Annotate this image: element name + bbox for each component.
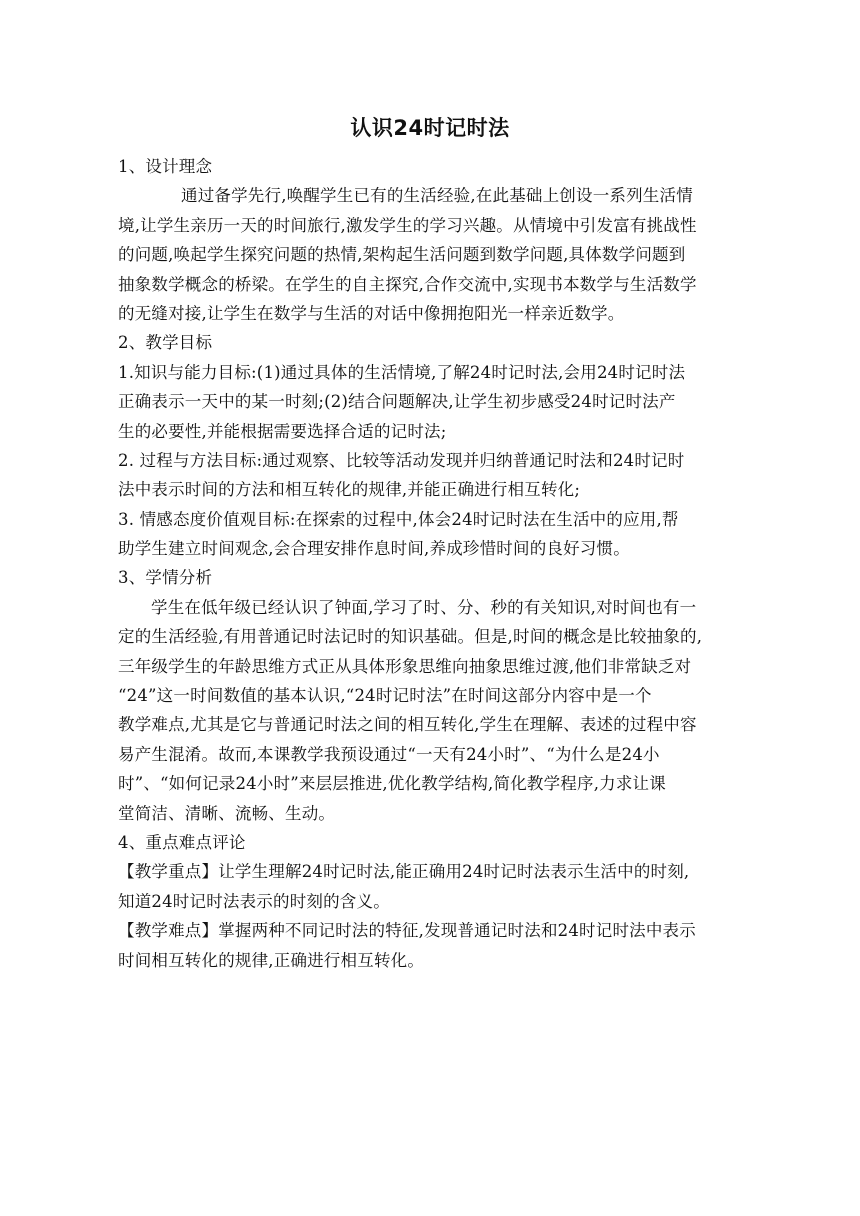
paragraph-line: 教学难点,尤其是它与普通记时法之间的相互转化,学生在理解、表述的过程中容 — [118, 715, 697, 735]
paragraph-line: 【教学难点】掌握两种不同记时法的特征,发现普通记时法和24时记时法中表示 — [118, 921, 696, 941]
paragraph-line: 生的必要性,并能根据需要选择合适的记时法; — [118, 421, 447, 441]
paragraph-line: 抽象数学概念的桥梁。在学生的自主探究,合作交流中,实现书本数学与生活数学 — [118, 274, 697, 294]
paragraph-line: “24”这一时间数值的基本认识,“24时记时法”在时间这部分内容中是一个 — [118, 686, 652, 706]
paragraph-line: 境,让学生亲历一天的时间旅行,激发学生的学习兴趣。从情境中引发富有挑战性 — [118, 215, 697, 235]
paragraph-line: 三年级学生的年龄思维方式正从具体形象思维向抽象思维过渡,他们非常缺乏对 — [118, 656, 692, 676]
paragraph-line: 正确表示一天中的某一时刻;(2)结合问题解决,让学生初步感受24时记时法产 — [118, 392, 676, 412]
paragraph-line: 时”、“如何记录24小时”来层层推进,优化教学结构,简化教学程序,力求让课 — [118, 774, 666, 794]
paragraph-line: 通过备学先行,唤醒学生已有的生活经验,在此基础上创设一系列生活情 — [181, 186, 693, 206]
paragraph-line: 1.知识与能力目标:(1)通过具体的生活情境,了解24时记时法,会用24时记时法 — [118, 362, 686, 382]
paragraph-line: 易产生混淆。故而,本课教学我预设通过“一天有24小时”、“为什么是24小 — [118, 744, 660, 764]
paragraph-line: 时间相互转化的规律,正确进行相互转化。 — [118, 950, 425, 970]
paragraph-line: 知道24时记时法表示的时刻的含义。 — [118, 891, 390, 911]
document-title: 认识24时记时法 — [350, 116, 510, 140]
paragraph-line: 助学生建立时间观念,会合理安排作息时间,养成珍惜时间的良好习惯。 — [118, 539, 630, 559]
section-heading-teaching-goals: 2、教学目标 — [118, 333, 213, 353]
paragraph-line: 【教学重点】让学生理解24时记时法,能正确用24时记时法表示生活中的时刻, — [118, 862, 690, 882]
paragraph-line: 定的生活经验,有用普通记时法记时的知识基础。但是,时间的概念是比较抽象的, — [118, 627, 703, 647]
paragraph-line: 的问题,唤起学生探究问题的热情,架构起生活问题到数学问题,具体数学问题到 — [118, 245, 686, 265]
paragraph-line: 堂简洁、清晰、流畅、生动。 — [118, 803, 336, 823]
paragraph-line: 的无缝对接,让学生在数学与生活的对话中像拥抱阳光一样亲近数学。 — [118, 303, 625, 323]
paragraph-line: 2. 过程与方法目标:通过观察、比较等活动发现并归纳普通记时法和24时记时 — [118, 450, 685, 470]
paragraph-line: 法中表示时间的方法和相互转化的规律,并能正确进行相互转化; — [118, 480, 581, 500]
paragraph-line: 3. 情感态度价值观目标:在探索的过程中,体会24时记时法在生活中的应用,帮 — [118, 509, 679, 529]
section-heading-key-difficult-points: 4、重点难点评论 — [118, 832, 246, 852]
section-heading-design-concept: 1、设计理念 — [118, 157, 213, 176]
document-body — [118, 152, 740, 975]
paragraph-line: 学生在低年级已经认识了钟面,学习了时、分、秒的有关知识,对时间也有一 — [151, 597, 697, 617]
section-heading-learner-analysis: 3、学情分析 — [118, 568, 213, 588]
